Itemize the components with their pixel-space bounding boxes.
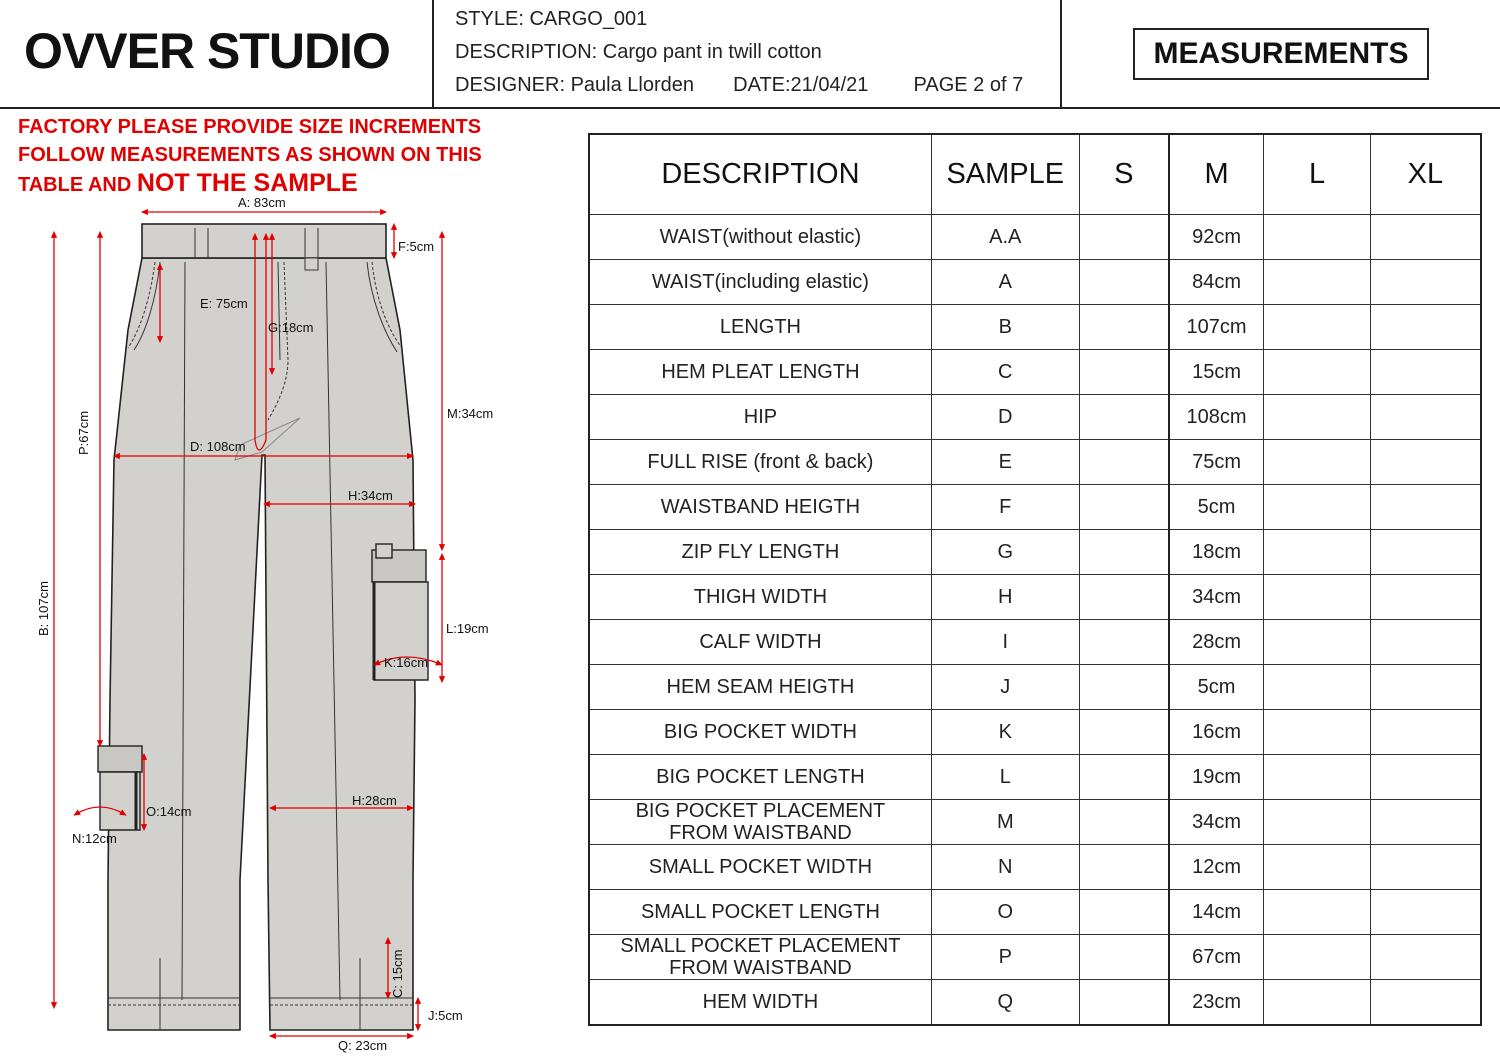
brand-logo: OVVER STUDIO bbox=[24, 23, 390, 79]
table-row bbox=[589, 980, 1481, 1026]
table-row bbox=[589, 755, 1481, 800]
cell-sample: P bbox=[931, 935, 1079, 980]
cell-size-m: 19cm bbox=[1169, 755, 1264, 800]
table-row bbox=[589, 890, 1481, 935]
cell-size-xl bbox=[1370, 395, 1481, 440]
table-header-row bbox=[589, 134, 1481, 215]
cell-size-s bbox=[1079, 305, 1169, 350]
header bbox=[0, 0, 1500, 108]
cell-size-s bbox=[1079, 260, 1169, 305]
table-row bbox=[589, 530, 1481, 575]
cell-size-s bbox=[1079, 350, 1169, 395]
cell-description: HEM WIDTH bbox=[589, 980, 931, 1026]
cell-sample: M bbox=[931, 800, 1079, 845]
table-row bbox=[589, 800, 1481, 845]
table-row bbox=[589, 395, 1481, 440]
cell-description: BIG POCKET WIDTH bbox=[589, 710, 931, 755]
cell-size-s bbox=[1079, 710, 1169, 755]
measurements-table bbox=[588, 133, 1482, 1026]
cell-size-s bbox=[1079, 755, 1169, 800]
label-n: N:12cm bbox=[72, 831, 117, 846]
label-g: G:18cm bbox=[268, 320, 314, 335]
table-row bbox=[589, 485, 1481, 530]
table-row bbox=[589, 575, 1481, 620]
cell-description: SMALL POCKET WIDTH bbox=[589, 845, 931, 890]
cell-size-l bbox=[1264, 800, 1371, 845]
cell-size-l bbox=[1264, 530, 1371, 575]
cell-size-m: 75cm bbox=[1169, 440, 1264, 485]
cell-sample: C bbox=[931, 350, 1079, 395]
cell-size-m: 67cm bbox=[1169, 935, 1264, 980]
cell-description: HEM SEAM HEIGTH bbox=[589, 665, 931, 710]
cell-size-xl bbox=[1370, 350, 1481, 395]
cell-size-l bbox=[1264, 260, 1371, 305]
cell-sample: N bbox=[931, 845, 1079, 890]
cell-size-l bbox=[1264, 575, 1371, 620]
cell-size-m: 28cm bbox=[1169, 620, 1264, 665]
label-c: C: 15cm bbox=[390, 949, 405, 998]
cell-size-m: 108cm bbox=[1169, 395, 1264, 440]
cell-size-s bbox=[1079, 665, 1169, 710]
table-row bbox=[589, 665, 1481, 710]
label-h-top: H:34cm bbox=[348, 488, 393, 503]
notice-prefix: TABLE AND bbox=[18, 174, 132, 196]
cell-sample: F bbox=[931, 485, 1079, 530]
header-divider bbox=[1060, 0, 1062, 108]
cell-size-xl bbox=[1370, 485, 1481, 530]
cell-size-m: 34cm bbox=[1169, 800, 1264, 845]
table-row bbox=[589, 845, 1481, 890]
label-j: J:5cm bbox=[428, 1008, 463, 1023]
label-b: B: 107cm bbox=[36, 581, 51, 636]
cell-size-s bbox=[1079, 215, 1169, 260]
cell-description: BIG POCKET PLACEMENT FROM WAISTBAND bbox=[589, 800, 931, 845]
cell-size-m: 23cm bbox=[1169, 980, 1264, 1026]
table-row bbox=[589, 260, 1481, 305]
cell-description: LENGTH bbox=[589, 305, 931, 350]
cell-sample: A.A bbox=[931, 215, 1079, 260]
label-d: D: 108cm bbox=[190, 439, 246, 454]
cell-size-xl bbox=[1370, 845, 1481, 890]
cell-sample: A bbox=[931, 260, 1079, 305]
label-e: E: 75cm bbox=[200, 296, 248, 311]
cell-size-xl bbox=[1370, 980, 1481, 1026]
cell-size-l bbox=[1264, 350, 1371, 395]
date: DATE:21/04/21 bbox=[733, 74, 869, 96]
cell-size-s bbox=[1079, 620, 1169, 665]
cell-description: WAISTBAND HEIGTH bbox=[589, 485, 931, 530]
cell-size-xl bbox=[1370, 665, 1481, 710]
notice-emphasis: NOT THE SAMPLE bbox=[136, 169, 358, 197]
cell-description: SMALL POCKET PLACEMENT FROM WAISTBAND bbox=[589, 935, 931, 980]
cell-size-l bbox=[1264, 440, 1371, 485]
cell-size-l bbox=[1264, 485, 1371, 530]
header-m: M bbox=[1169, 134, 1264, 215]
header-divider bbox=[432, 0, 434, 108]
cell-description: ZIP FLY LENGTH bbox=[589, 530, 931, 575]
header-sample: SAMPLE bbox=[931, 134, 1079, 215]
page-number: PAGE 2 of 7 bbox=[913, 74, 1024, 96]
cell-size-xl bbox=[1370, 620, 1481, 665]
cell-size-s bbox=[1079, 935, 1169, 980]
notice-line-1: FACTORY PLEASE PROVIDE SIZE INCREMENTS bbox=[18, 116, 482, 138]
cell-description: WAIST(without elastic) bbox=[589, 215, 931, 260]
cell-size-m: 16cm bbox=[1169, 710, 1264, 755]
cell-description: SMALL POCKET LENGTH bbox=[589, 890, 931, 935]
cargo-pant-flat bbox=[108, 224, 415, 1030]
cell-size-l bbox=[1264, 305, 1371, 350]
cell-size-m: 12cm bbox=[1169, 845, 1264, 890]
cell-size-xl bbox=[1370, 260, 1481, 305]
cell-description: HIP bbox=[589, 395, 931, 440]
cell-size-l bbox=[1264, 845, 1371, 890]
cell-size-s bbox=[1079, 440, 1169, 485]
label-l: L:19cm bbox=[446, 621, 489, 636]
cell-sample: K bbox=[931, 710, 1079, 755]
header-rule bbox=[0, 107, 1500, 109]
cell-size-m: 5cm bbox=[1169, 485, 1264, 530]
table-row bbox=[589, 305, 1481, 350]
header-s: S bbox=[1079, 134, 1169, 215]
cell-size-s bbox=[1079, 575, 1169, 620]
cell-size-xl bbox=[1370, 710, 1481, 755]
cell-size-xl bbox=[1370, 755, 1481, 800]
cell-size-s bbox=[1079, 845, 1169, 890]
label-m: M:34cm bbox=[447, 406, 494, 421]
cell-size-l bbox=[1264, 215, 1371, 260]
cell-size-l bbox=[1264, 620, 1371, 665]
style-description: DESCRIPTION: Cargo pant in twill cotton bbox=[455, 41, 822, 63]
cell-description: THIGH WIDTH bbox=[589, 575, 931, 620]
technical-flat-diagram bbox=[0, 190, 560, 1061]
label-q: Q: 23cm bbox=[338, 1038, 388, 1053]
factory-notice bbox=[18, 113, 482, 199]
cell-size-xl bbox=[1370, 440, 1481, 485]
style-code: STYLE: CARGO_001 bbox=[455, 8, 648, 30]
header-description: DESCRIPTION bbox=[589, 134, 931, 215]
cell-size-xl bbox=[1370, 305, 1481, 350]
cell-size-xl bbox=[1370, 890, 1481, 935]
cell-size-m: 15cm bbox=[1169, 350, 1264, 395]
section-title: MEASUREMENTS bbox=[1133, 28, 1429, 80]
cell-sample: L bbox=[931, 755, 1079, 800]
cell-size-xl bbox=[1370, 215, 1481, 260]
cell-size-l bbox=[1264, 395, 1371, 440]
cell-size-xl bbox=[1370, 575, 1481, 620]
cell-sample: D bbox=[931, 395, 1079, 440]
cell-size-xl bbox=[1370, 935, 1481, 980]
table-row bbox=[589, 620, 1481, 665]
cell-description: BIG POCKET LENGTH bbox=[589, 755, 931, 800]
cell-size-m: 84cm bbox=[1169, 260, 1264, 305]
small-cargo-pocket bbox=[98, 746, 142, 830]
cell-size-m: 107cm bbox=[1169, 305, 1264, 350]
cell-size-m: 14cm bbox=[1169, 890, 1264, 935]
cell-sample: H bbox=[931, 575, 1079, 620]
cell-description: FULL RISE (front & back) bbox=[589, 440, 931, 485]
cell-size-s bbox=[1079, 395, 1169, 440]
cell-size-m: 18cm bbox=[1169, 530, 1264, 575]
cell-sample: B bbox=[931, 305, 1079, 350]
cell-size-xl bbox=[1370, 530, 1481, 575]
label-o: O:14cm bbox=[146, 804, 192, 819]
designer: DESIGNER: Paula Llorden bbox=[455, 74, 695, 96]
cell-description: WAIST(including elastic) bbox=[589, 260, 931, 305]
cell-size-xl bbox=[1370, 800, 1481, 845]
cell-size-l bbox=[1264, 710, 1371, 755]
cell-size-l bbox=[1264, 980, 1371, 1026]
table-row bbox=[589, 350, 1481, 395]
cell-size-l bbox=[1264, 755, 1371, 800]
cell-sample: G bbox=[931, 530, 1079, 575]
table-row bbox=[589, 440, 1481, 485]
cell-size-l bbox=[1264, 890, 1371, 935]
cell-sample: I bbox=[931, 620, 1079, 665]
table-row bbox=[589, 710, 1481, 755]
cell-sample: O bbox=[931, 890, 1079, 935]
label-k: K:16cm bbox=[384, 655, 429, 670]
cell-sample: E bbox=[931, 440, 1079, 485]
cell-size-s bbox=[1079, 890, 1169, 935]
notice-line-2: FOLLOW MEASUREMENTS AS SHOWN ON THIS bbox=[18, 144, 482, 166]
cell-size-l bbox=[1264, 935, 1371, 980]
cell-size-m: 34cm bbox=[1169, 575, 1264, 620]
cell-size-s bbox=[1079, 980, 1169, 1026]
cell-sample: J bbox=[931, 665, 1079, 710]
meta-line bbox=[455, 74, 1023, 97]
table-row bbox=[589, 215, 1481, 260]
cell-size-s bbox=[1079, 530, 1169, 575]
cell-description: CALF WIDTH bbox=[589, 620, 931, 665]
header-l: L bbox=[1264, 134, 1371, 215]
cell-description: HEM PLEAT LENGTH bbox=[589, 350, 931, 395]
label-a: A: 83cm bbox=[238, 195, 286, 210]
label-f: F:5cm bbox=[398, 239, 435, 254]
label-p: P:67cm bbox=[76, 410, 91, 455]
header-xl: XL bbox=[1370, 134, 1481, 215]
cell-size-s bbox=[1079, 485, 1169, 530]
label-h-bottom: H:28cm bbox=[352, 793, 397, 808]
cell-size-m: 5cm bbox=[1169, 665, 1264, 710]
cell-size-l bbox=[1264, 665, 1371, 710]
cell-size-s bbox=[1079, 800, 1169, 845]
table-row bbox=[589, 935, 1481, 980]
cell-size-m: 92cm bbox=[1169, 215, 1264, 260]
cell-sample: Q bbox=[931, 980, 1079, 1026]
